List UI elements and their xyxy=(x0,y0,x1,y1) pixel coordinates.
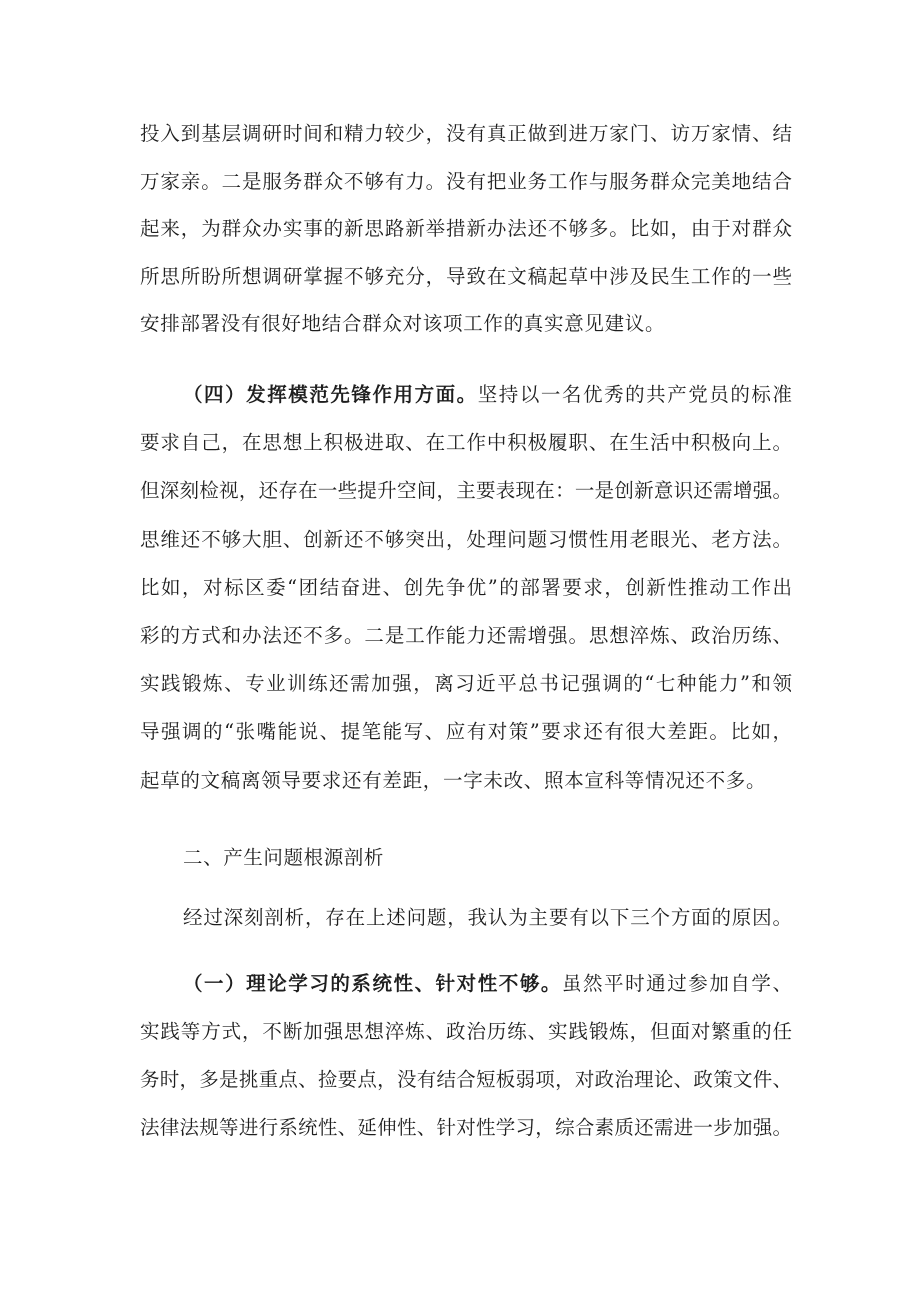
text-line: 投入到基层调研时间和精力较少，没有真正做到进万家门、访万家情、结 xyxy=(140,122,792,145)
text-line: 实践锻炼、专业训练还需加强，离习近平总书记强调的“七种能力”和领 xyxy=(140,672,792,696)
text-line: 经过深刻剖析，存在上述问题，我认为主要有以下三个方面的原因。 xyxy=(183,906,792,929)
text-line: 务时，多是挑重点、捡要点，没有结合短板弱项，对政治理论、政策文件、 xyxy=(140,1068,792,1091)
text-line: 要求自己，在思想上积极进取、在工作中积极履职、在生活中积极向上。 xyxy=(140,431,792,455)
text-line xyxy=(140,960,792,1008)
text-line: 所思所盼所想调研掌握不够充分，导致在文稿起草中涉及民生工作的一些 xyxy=(140,264,792,288)
text-line: 安排部署没有很好地结合群众对该项工作的真实意见建议。 xyxy=(140,312,666,335)
paragraph-lead-heading: （一）理论学习的系统性、针对性不够。 xyxy=(183,972,562,995)
text-segment: 坚持以一名优秀的共产党员的标准 xyxy=(477,383,792,406)
paragraph-service-masses xyxy=(140,110,792,348)
section-heading: 二、产生问题根源剖析 xyxy=(183,846,385,869)
text-line: 思维还不够大胆、创新还不够突出，处理问题习惯性用老眼光、老方法。 xyxy=(140,527,792,551)
text-segment: 虽然平时通过参加自学、 xyxy=(561,972,792,995)
text-line: 起来，为群众办实事的新思路新举措新办法还不够多。比如，由于对群众 xyxy=(140,217,792,240)
text-line: 万家亲。二是服务群众不够有力。没有把业务工作与服务群众完美地结合 xyxy=(140,169,792,193)
text-line: 但深刻检视，还存在一些提升空间，主要表现在：一是创新意识还需增强。 xyxy=(140,479,792,503)
paragraph-vanguard-role xyxy=(140,371,792,805)
text-line: 起草的文稿离领导要求还有差距，一字未改、照本宣科等情况还不多。 xyxy=(140,768,767,792)
paragraph-lead-heading: （四）发挥模范先锋作用方面。 xyxy=(183,383,478,406)
text-line: 彩的方式和办法还不多。二是工作能力还需增强。思想淬炼、政治历练、 xyxy=(140,623,792,647)
paragraph-analysis-intro xyxy=(140,894,792,942)
text-line: 实践等方式，不断加强思想淬炼、政治历练、实践锻炼，但面对繁重的任 xyxy=(140,1020,792,1043)
paragraph-theory-study xyxy=(140,960,792,1152)
text-line: 导强调的“张嘴能说、提笔能写、应有对策”要求还有很大差距。比如， xyxy=(140,720,792,744)
text-line xyxy=(140,371,792,419)
text-line: 法律法规等进行系统性、延伸性、针对性学习，综合素质还需进一步加强。 xyxy=(140,1116,792,1139)
text-line: 比如，对标区委“团结奋进、创先争优”的部署要求，创新性推动工作出 xyxy=(140,575,792,599)
